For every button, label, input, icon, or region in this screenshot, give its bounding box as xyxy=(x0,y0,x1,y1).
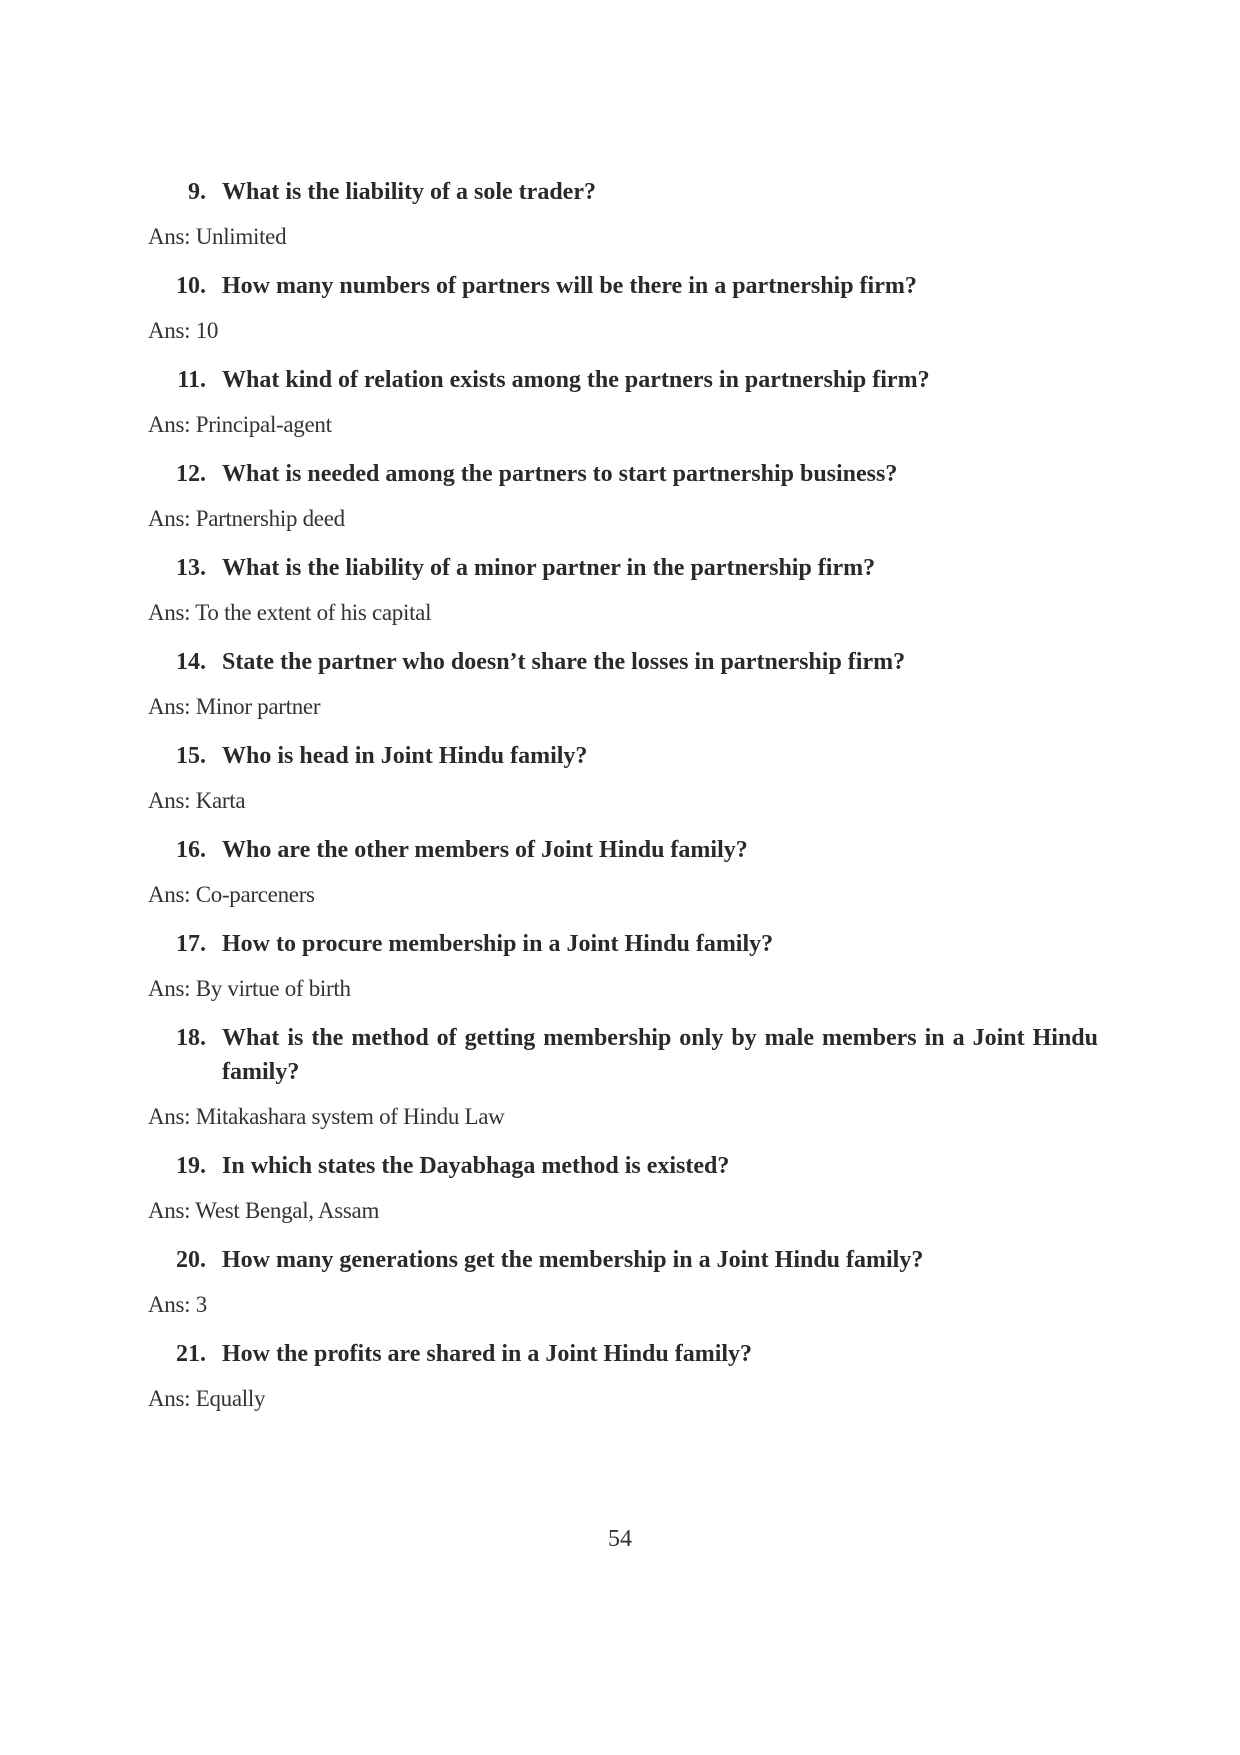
qa-item xyxy=(148,1243,1098,1320)
answer: Ans: Partnership deed xyxy=(148,506,345,531)
page-number: 54 xyxy=(608,1526,632,1552)
question xyxy=(148,1149,1098,1183)
question-text: Who is head in Joint Hindu family? xyxy=(222,743,588,769)
question-number: 17. xyxy=(176,931,206,957)
qa-item xyxy=(148,457,1098,534)
question xyxy=(148,457,1098,491)
question-number: 19. xyxy=(176,1153,206,1179)
qa-item xyxy=(148,1149,1098,1226)
answer: Ans: Karta xyxy=(148,788,246,813)
question-text: State the partner who doesn’t share the losses in partnership firm? xyxy=(222,649,906,675)
question xyxy=(148,927,1098,961)
question xyxy=(148,1337,1098,1371)
question xyxy=(148,551,1098,585)
qa-list xyxy=(148,175,1098,1431)
question-number: 18. xyxy=(176,1025,206,1051)
question-number: 10. xyxy=(176,273,206,299)
question xyxy=(148,833,1098,867)
question xyxy=(148,645,1098,679)
answer: Ans: 3 xyxy=(148,1292,207,1317)
qa-item xyxy=(148,927,1098,1004)
question xyxy=(148,175,1098,209)
question-number: 16. xyxy=(176,837,206,863)
question-number: 12. xyxy=(176,461,206,487)
answer: Ans: Equally xyxy=(148,1386,266,1411)
question xyxy=(148,363,1098,397)
question-text: In which states the Dayabhaga method is existed? xyxy=(222,1153,730,1179)
qa-item xyxy=(148,833,1098,910)
answer: Ans: West Bengal, Assam xyxy=(148,1198,380,1223)
question xyxy=(148,269,1098,303)
qa-item xyxy=(148,175,1098,252)
question-text: How many generations get the membership in a Joint Hindu family? xyxy=(222,1247,924,1273)
answer: Ans: Unlimited xyxy=(148,224,287,249)
question-number: 9. xyxy=(188,179,206,205)
qa-item xyxy=(148,551,1098,628)
question-text: What is the liability of a sole trader? xyxy=(222,179,596,205)
answer: Ans: 10 xyxy=(148,318,219,343)
question-text: How the profits are shared in a Joint Hindu family? xyxy=(222,1341,753,1367)
question-text: What is the liability of a minor partner in the partnership firm? xyxy=(222,555,876,581)
question-text: What kind of relation exists among the partners in partnership firm? xyxy=(222,367,930,393)
qa-item xyxy=(148,739,1098,816)
qa-item xyxy=(148,363,1098,440)
question xyxy=(148,1021,1098,1089)
question-number: 14. xyxy=(176,649,206,675)
qa-item xyxy=(148,1021,1098,1132)
question-text: What is the method of getting membership only by male members in a Joint Hindu family? xyxy=(222,1025,1098,1085)
question-text: Who are the other members of Joint Hindu family? xyxy=(222,837,748,863)
qa-item xyxy=(148,645,1098,722)
question xyxy=(148,1243,1098,1277)
answer: Ans: Mitakashara system of Hindu Law xyxy=(148,1104,505,1129)
answer: Ans: Co-parceners xyxy=(148,882,315,907)
question-number: 11. xyxy=(177,367,206,393)
answer: Ans: Minor partner xyxy=(148,694,321,719)
answer: Ans: To the extent of his capital xyxy=(148,600,432,625)
question-number: 13. xyxy=(176,555,206,581)
qa-item xyxy=(148,269,1098,346)
question-number: 21. xyxy=(176,1341,206,1367)
question-text: What is needed among the partners to start partnership business? xyxy=(222,461,898,487)
qa-item xyxy=(148,1337,1098,1414)
question-number: 20. xyxy=(176,1247,206,1273)
question xyxy=(148,739,1098,773)
question-text: How to procure membership in a Joint Hindu family? xyxy=(222,931,774,957)
question-text: How many numbers of partners will be there in a partnership firm? xyxy=(222,273,917,299)
answer: Ans: Principal-agent xyxy=(148,412,332,437)
question-number: 15. xyxy=(176,743,206,769)
answer: Ans: By virtue of birth xyxy=(148,976,351,1001)
